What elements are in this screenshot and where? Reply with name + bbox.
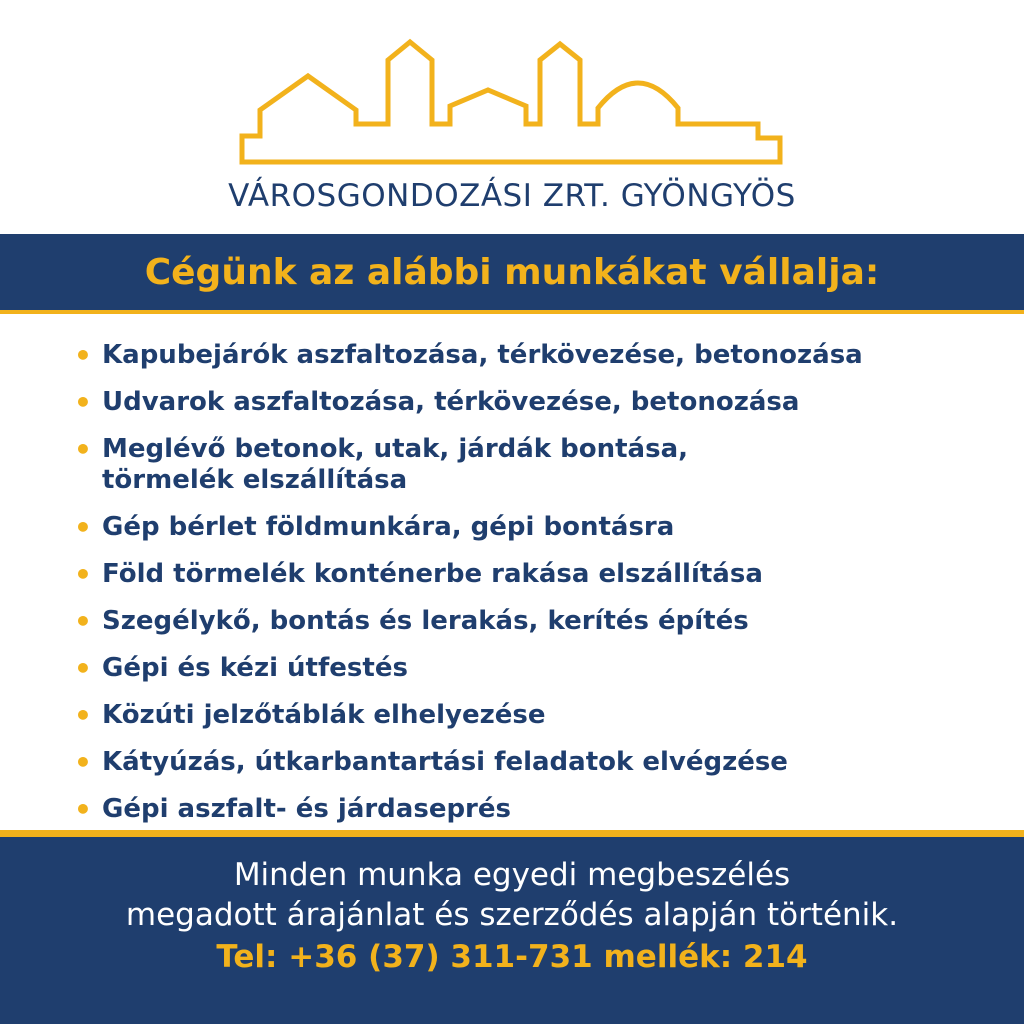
list-item: • Gépi aszfalt- és járdaseprés bbox=[74, 794, 974, 825]
list-item: • Meglévő betonok, utak, járdák bontása, törmelék elszállítása bbox=[74, 434, 802, 496]
services-list bbox=[74, 340, 974, 841]
company-name: VÁROSGONDOZÁSI ZRT. GYÖNGYÖS bbox=[228, 178, 796, 214]
list-item: • Gép bérlet földmunkára, gépi bontásra bbox=[74, 512, 974, 543]
banner-title: Cégünk az alábbi munkákat vállalja: bbox=[144, 251, 880, 293]
skyline-logo-icon bbox=[238, 38, 784, 168]
list-item: • Kátyúzás, útkarbantartási feladatok elvégzése bbox=[74, 747, 974, 778]
footer bbox=[0, 830, 1024, 1024]
list-item: • Kapubejárók aszfaltozása, térkövezése, betonozása bbox=[74, 340, 974, 371]
list-item: • Szegélykő, bontás és lerakás, kerítés építés bbox=[74, 606, 974, 637]
footer-line-1: Minden munka egyedi megbeszélés bbox=[233, 857, 791, 893]
list-item: • Közúti jelzőtáblák elhelyezése bbox=[74, 700, 974, 731]
footer-line-2: megadott árajánlat és szerződés alapján történik. bbox=[125, 897, 899, 933]
header bbox=[0, 30, 1024, 220]
list-item: • Gépi és kézi útfestés bbox=[74, 653, 974, 684]
banner bbox=[0, 234, 1024, 314]
list-item: • Föld törmelék konténerbe rakása elszállítása bbox=[74, 559, 974, 590]
phone-number: Tel: +36 (37) 311-731 mellék: 214 bbox=[216, 939, 808, 975]
list-item: • Udvarok aszfaltozása, térkövezése, betonozása bbox=[74, 387, 974, 418]
